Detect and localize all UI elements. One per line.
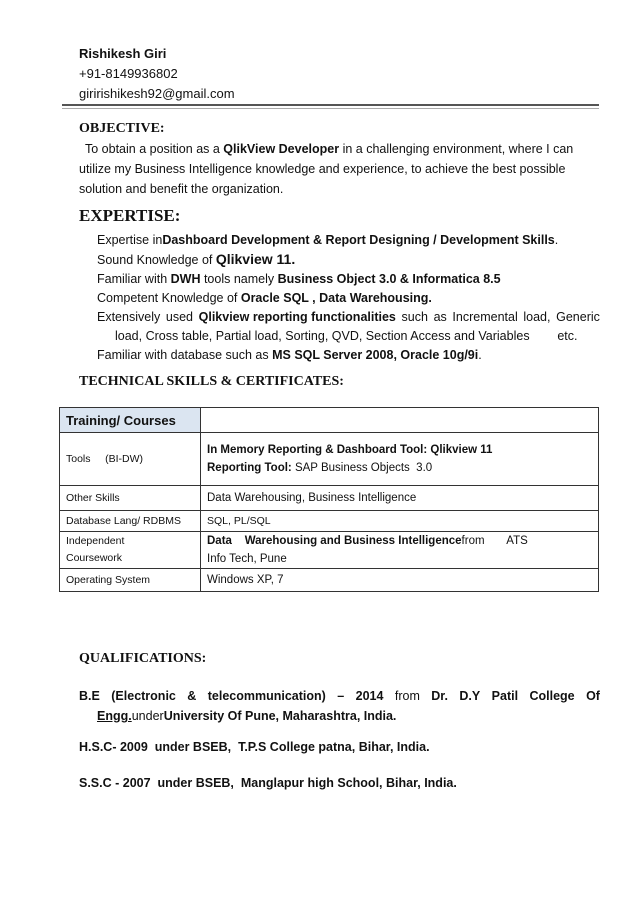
table-row xyxy=(60,511,599,532)
objective-line2: utilize my Business Intelligence knowledge and experience, to achieve the best possible xyxy=(79,162,566,176)
qualification-be xyxy=(79,686,600,726)
table-header-cell: Training/ Courses xyxy=(60,408,201,433)
skills-table xyxy=(59,407,599,592)
tools-line2-value: SAP Business Objects 3.0 xyxy=(291,462,433,474)
table-row xyxy=(60,408,599,433)
qual-word: D.Y xyxy=(459,689,481,703)
expertise-item xyxy=(97,270,600,289)
qual-word: Patil xyxy=(491,689,519,703)
qualifications-heading: QUALIFICATIONS: xyxy=(79,651,207,666)
objective-line3: solution and benefit the organization. xyxy=(79,182,284,196)
objective-line1-post: in a challenging environment, where I can xyxy=(339,142,574,156)
expertise-bold: Qlikview reporting functionalities xyxy=(198,310,396,324)
expertise-item-continued: load, Cross table, Partial load, Sorting, QVD, Section Access and Variables etc. xyxy=(115,329,578,343)
coursework-label-line1: Independent xyxy=(66,535,125,547)
expertise-bold: Oracle SQL , Data Warehousing. xyxy=(240,291,432,305)
technical-heading: TECHNICAL SKILLS & CERTIFICATES: xyxy=(79,374,344,389)
expertise-text: Sound Knowledge of xyxy=(97,253,216,267)
expertise-text: . xyxy=(554,233,559,247)
qual-word: Dr. xyxy=(431,689,448,703)
qual-text: University Of Pune, Maharashtra, India. xyxy=(163,709,397,723)
qual-word: from xyxy=(394,689,420,703)
coursework-institute: Info Tech, Pune xyxy=(207,553,287,565)
expertise-item xyxy=(97,308,600,327)
qual-word: & xyxy=(187,689,197,703)
other-skills-label: Other Skills xyxy=(60,486,201,511)
coursework-label-line2: Coursework xyxy=(66,552,123,564)
expertise-item xyxy=(97,250,600,270)
expertise-text: Familiar with database such as xyxy=(97,348,273,362)
phone-number: +91-8149936802 xyxy=(79,66,178,81)
contact-header xyxy=(79,44,235,104)
database-label: Database Lang/ RDBMS xyxy=(60,511,201,532)
expertise-word: Generic xyxy=(556,310,600,324)
expertise-word: used xyxy=(165,310,193,324)
os-value: Windows XP, 7 xyxy=(201,569,599,592)
table-row xyxy=(60,486,599,511)
expertise-text: Familiar with xyxy=(97,272,171,286)
expertise-text: Competent Knowledge of xyxy=(97,291,241,305)
expertise-bold: Business Object 3.0 & Informatica 8.5 xyxy=(277,272,501,286)
qual-word: telecommunication) xyxy=(207,689,326,703)
qual-word: Of xyxy=(586,689,600,703)
expertise-word: Extensively xyxy=(97,310,161,324)
qual-text: under xyxy=(131,709,164,723)
expertise-bold: MS SQL Server 2008, Oracle 10g/9i xyxy=(272,348,479,362)
table-row xyxy=(60,569,599,592)
objective-heading: OBJECTIVE: xyxy=(79,121,165,136)
candidate-name: Rishikesh Giri xyxy=(79,46,167,61)
tools-label: Tools (BI-DW) xyxy=(60,433,201,486)
expertise-item xyxy=(97,346,600,365)
expertise-word: Incremental xyxy=(452,310,518,324)
coursework-title: Data Warehousing and Business Intelligence xyxy=(207,535,462,547)
coursework-label xyxy=(60,532,201,569)
qual-word: – xyxy=(337,689,345,703)
qual-word: B.E xyxy=(79,689,100,703)
os-label: Operating System xyxy=(60,569,201,592)
expertise-word: such xyxy=(401,310,428,324)
qual-word: 2014 xyxy=(355,689,384,703)
table-row xyxy=(60,433,599,486)
coursework-from: from ATS xyxy=(461,535,528,547)
header-divider-thin xyxy=(62,108,599,109)
qualification-hsc: H.S.C- 2009 under BSEB, T.P.S College patna, Bihar, India. xyxy=(79,740,430,754)
coursework-value xyxy=(201,532,599,569)
qual-word: College xyxy=(529,689,575,703)
qualification-ssc: S.S.C - 2007 under BSEB, Manglapur high School, Bihar, India. xyxy=(79,776,457,790)
objective-line1-pre: To obtain a position as a xyxy=(85,142,224,156)
expertise-bold: Dashboard Development & Report Designing / Development Skills xyxy=(162,233,555,247)
header-divider xyxy=(62,104,599,106)
database-value: SQL, PL/SQL xyxy=(201,511,599,532)
objective-text xyxy=(79,139,599,199)
expertise-bold: DWH xyxy=(170,272,201,286)
expertise-text: . xyxy=(478,348,482,362)
expertise-list xyxy=(97,231,600,365)
expertise-word: load, xyxy=(523,310,551,324)
tools-line2-label: Reporting Tool: xyxy=(207,462,292,474)
expertise-item xyxy=(97,289,600,308)
tools-value xyxy=(201,433,599,486)
expertise-item xyxy=(97,231,600,250)
expertise-word: as xyxy=(433,310,447,324)
qual-text: Engg. xyxy=(97,709,132,723)
table-header-empty xyxy=(201,408,599,433)
qualification-be-line1 xyxy=(79,686,600,706)
expertise-heading: EXPERTISE: xyxy=(79,206,181,225)
other-skills-value: Data Warehousing, Business Intelligence xyxy=(201,486,599,511)
qualification-be-line2 xyxy=(79,706,600,726)
qual-word: (Electronic xyxy=(111,689,176,703)
expertise-text: Expertise in xyxy=(97,233,163,247)
expertise-bold: Qlikview 11. xyxy=(215,251,296,267)
objective-role: QlikView Developer xyxy=(223,142,340,156)
table-row xyxy=(60,532,599,569)
tools-line1: In Memory Reporting & Dashboard Tool: Qlikview 11 xyxy=(207,444,493,456)
email-address: giririshikesh92@gmail.com xyxy=(79,86,235,101)
expertise-text: tools namely xyxy=(200,272,278,286)
